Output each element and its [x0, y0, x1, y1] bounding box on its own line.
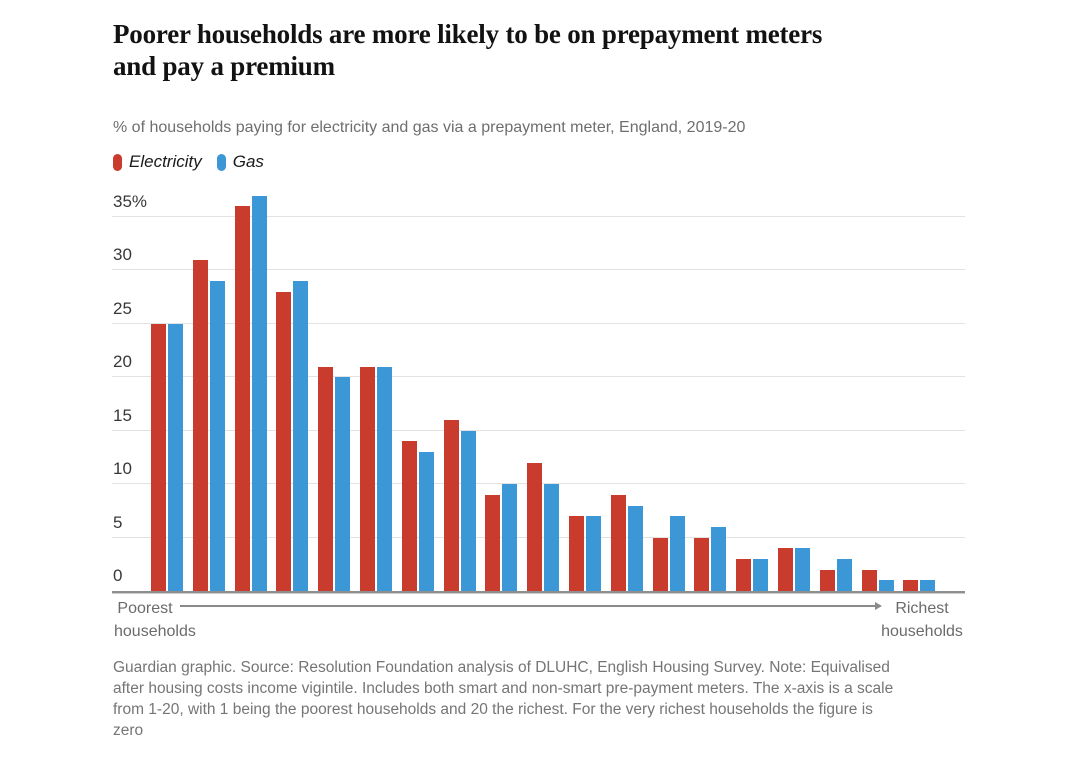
x-axis-poorest-label: [114, 597, 196, 643]
poorest-label-line1: Poorest: [117, 600, 173, 617]
bar-electricity-vigintile-12: [611, 495, 626, 591]
bar-electricity-vigintile-7: [402, 441, 417, 591]
bar-gas-vigintile-16: [795, 548, 810, 591]
bar-gas-vigintile-12: [628, 506, 643, 591]
bar-electricity-vigintile-10: [527, 463, 542, 591]
bar-electricity-vigintile-17: [820, 570, 835, 591]
poorest-label-line2: households: [114, 623, 196, 640]
source-note-line2: after housing costs income vigintile. Includes both smart and non-smart pre-payment meters. The x-axis is a scale: [113, 680, 894, 697]
bar-gas-vigintile-3: [252, 196, 267, 591]
bar-gas-vigintile-10: [544, 484, 559, 591]
bar-electricity-vigintile-6: [360, 367, 375, 591]
bar-gas-vigintile-4: [293, 281, 308, 591]
y-tick-label-10: 10: [113, 459, 132, 479]
bar-electricity-vigintile-18: [862, 570, 877, 591]
x-axis: [112, 593, 965, 648]
bar-electricity-vigintile-19: [903, 580, 918, 591]
y-tick-label-0: 0: [113, 566, 123, 585]
y-tick-label-20: 20: [113, 352, 132, 372]
bar-electricity-vigintile-9: [485, 495, 500, 591]
y-tick-label-30: 30: [113, 245, 132, 265]
bar-gas-vigintile-8: [461, 431, 476, 591]
bar-electricity-vigintile-16: [778, 548, 793, 591]
chart-legend: [113, 152, 264, 172]
bar-electricity-vigintile-2: [193, 260, 208, 591]
bar-electricity-vigintile-11: [569, 516, 584, 591]
legend-item-gas: [217, 152, 264, 172]
bar-gas-vigintile-18: [879, 580, 894, 591]
y-tick-label-35: 35%: [113, 192, 148, 211]
legend-label-gas: Gas: [232, 152, 264, 171]
bar-electricity-vigintile-8: [444, 420, 459, 591]
y-tick-label-25: 25: [113, 298, 132, 318]
bar-gas-vigintile-5: [335, 377, 350, 591]
bar-gas-vigintile-7: [419, 452, 434, 591]
source-note: [113, 657, 1013, 741]
bar-electricity-vigintile-4: [276, 292, 291, 591]
bar-gas-vigintile-11: [586, 516, 601, 591]
bar-gas-vigintile-2: [210, 281, 225, 591]
chart-title-line2: and pay a premium: [113, 51, 335, 81]
bar-electricity-vigintile-1: [151, 324, 166, 591]
bar-gas-vigintile-6: [377, 367, 392, 591]
bar-gas-vigintile-14: [711, 527, 726, 591]
legend-label-electricity: Electricity: [129, 152, 202, 171]
bar-electricity-vigintile-13: [653, 538, 668, 591]
chart-title-line1: Poorer households are more likely to be on prepayment meters: [113, 19, 823, 49]
source-note-line4: zero: [113, 722, 144, 739]
y-tick-label-15: 15: [113, 405, 132, 425]
x-axis-richest-label: [867, 597, 977, 643]
y-tick-label-5: 5: [113, 512, 123, 532]
gas-swatch-icon: [217, 154, 226, 171]
electricity-swatch-icon: [113, 154, 122, 171]
bar-gas-vigintile-1: [168, 324, 183, 591]
bar-gas-vigintile-19: [920, 580, 935, 591]
bar-gas-vigintile-15: [753, 559, 768, 591]
bar-gas-vigintile-13: [670, 516, 685, 591]
legend-item-electricity: [113, 152, 202, 172]
bar-electricity-vigintile-15: [736, 559, 751, 591]
bar-gas-vigintile-9: [502, 484, 517, 591]
source-note-line3: from 1-20, with 1 being the poorest households and 20 the richest. For the very richest households the figure is: [113, 701, 873, 718]
x-axis-arrow-icon: [180, 605, 875, 607]
bar-electricity-vigintile-3: [235, 206, 250, 591]
chart-subtitle: % of households paying for electricity and gas via a prepayment meter, England, 2019-20: [113, 119, 746, 136]
richest-label-line1: Richest: [895, 600, 949, 617]
chart-title: [113, 18, 1013, 82]
bar-gas-vigintile-17: [837, 559, 852, 591]
source-note-line1: Guardian graphic. Source: Resolution Foundation analysis of DLUHC, English Housing Survey. Note: Equivalised: [113, 659, 890, 676]
plot-area: [112, 192, 965, 591]
bar-electricity-vigintile-5: [318, 367, 333, 591]
bar-electricity-vigintile-14: [694, 538, 709, 591]
richest-label-line2: households: [881, 623, 963, 640]
